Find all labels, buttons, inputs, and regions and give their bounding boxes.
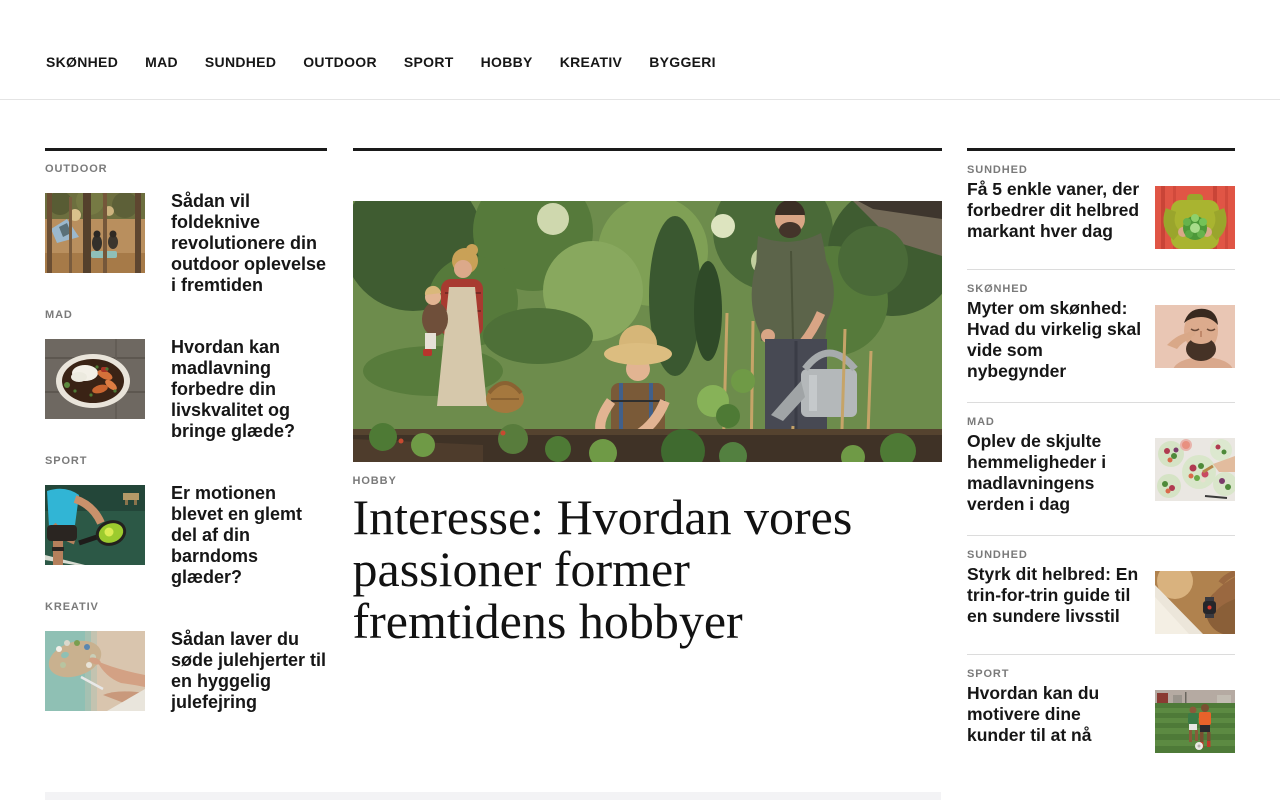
left-rail [45, 148, 327, 773]
article-title[interactable]: Styrk dit helbred: En trin-for-trin guide til en sundere livsstil [967, 564, 1139, 626]
article-title[interactable]: Sådan vil foldeknive revolutionere din outdoor oplevelse i fremtiden [171, 191, 327, 295]
nav-item-outdoor[interactable]: OUTDOOR [303, 53, 377, 70]
nav-item-hobby[interactable]: HOBBY [480, 53, 533, 70]
article-title[interactable]: Få 5 enkle vaner, der forbedrer dit helbred markant hver dag [967, 179, 1140, 241]
hero-family-gardening-image[interactable] [353, 201, 942, 462]
main-article-title[interactable]: Interesse: Hvordan vores passioner former fremtidens hobbyer [352, 489, 853, 649]
article-title[interactable]: Sådan laver du søde julehjerter til en hyggelig julefejring [171, 629, 327, 712]
thumbnail-shrimp-bowl-image[interactable] [45, 339, 145, 419]
side-article-sundhed-2 [967, 536, 1235, 655]
category-label[interactable]: SPORT [45, 455, 88, 467]
nav-item-sport[interactable]: SPORT [403, 53, 454, 70]
thumbnail-lettuce-image[interactable] [1155, 186, 1235, 249]
category-label[interactable]: KREATIV [45, 601, 99, 613]
next-section-strip [45, 792, 941, 800]
category-label[interactable]: HOBBY [352, 475, 397, 487]
category-label[interactable]: MAD [967, 416, 995, 428]
nav-item-sundhed[interactable]: SUNDHED [204, 53, 277, 70]
side-article-mad [967, 403, 1235, 536]
thumbnail-bearded-man-image[interactable] [1155, 305, 1235, 368]
thumbnail-tennis-image[interactable] [45, 485, 145, 565]
thumbnail-camping-forest-image[interactable] [45, 193, 145, 273]
sidebar [967, 148, 1235, 773]
rail-article-outdoor [45, 163, 327, 296]
nav-item-skonhed[interactable]: SKØNHED [46, 53, 119, 70]
main-article-column [353, 148, 942, 773]
content-area [45, 100, 1235, 773]
category-label[interactable]: SKØNHED [967, 283, 1029, 295]
article-title[interactable]: Myter om skønhed: Hvad du virkelig skal vide som nybegynder [967, 298, 1142, 381]
article-title[interactable]: Hvordan kan du motivere dine kunder til at nå [967, 683, 1100, 745]
rail-article-sport [45, 455, 327, 588]
thumbnail-smartwatch-image[interactable] [1155, 571, 1235, 634]
category-label[interactable]: SUNDHED [967, 549, 1028, 561]
rail-article-kreativ [45, 601, 327, 713]
nav-item-mad[interactable]: MAD [145, 53, 178, 70]
site-header [0, 0, 1280, 100]
nav-item-byggeri[interactable]: BYGGERI [649, 53, 716, 70]
category-label[interactable]: MAD [45, 309, 73, 321]
thumbnail-paint-palette-image[interactable] [45, 631, 145, 711]
category-label[interactable]: SUNDHED [967, 164, 1028, 176]
article-title[interactable]: Hvordan kan madlavning forbedre din livskvalitet og bringe glæde? [171, 337, 296, 441]
thumbnail-salad-bowls-image[interactable] [1155, 438, 1235, 501]
side-article-sundhed-1 [967, 151, 1235, 270]
nav-item-kreativ[interactable]: KREATIV [559, 53, 623, 70]
category-label[interactable]: SPORT [967, 668, 1010, 680]
side-article-skonhed [967, 270, 1235, 403]
rail-article-mad [45, 309, 327, 442]
side-article-sport [967, 655, 1235, 773]
thumbnail-soccer-image[interactable] [1155, 690, 1235, 753]
category-label[interactable]: OUTDOOR [45, 163, 108, 175]
article-title[interactable]: Er motionen blevet en glemt del af din barndoms glæder? [171, 483, 303, 587]
article-title[interactable]: Oplev de skjulte hemmeligheder i madlavningens verden i dag [967, 431, 1107, 514]
